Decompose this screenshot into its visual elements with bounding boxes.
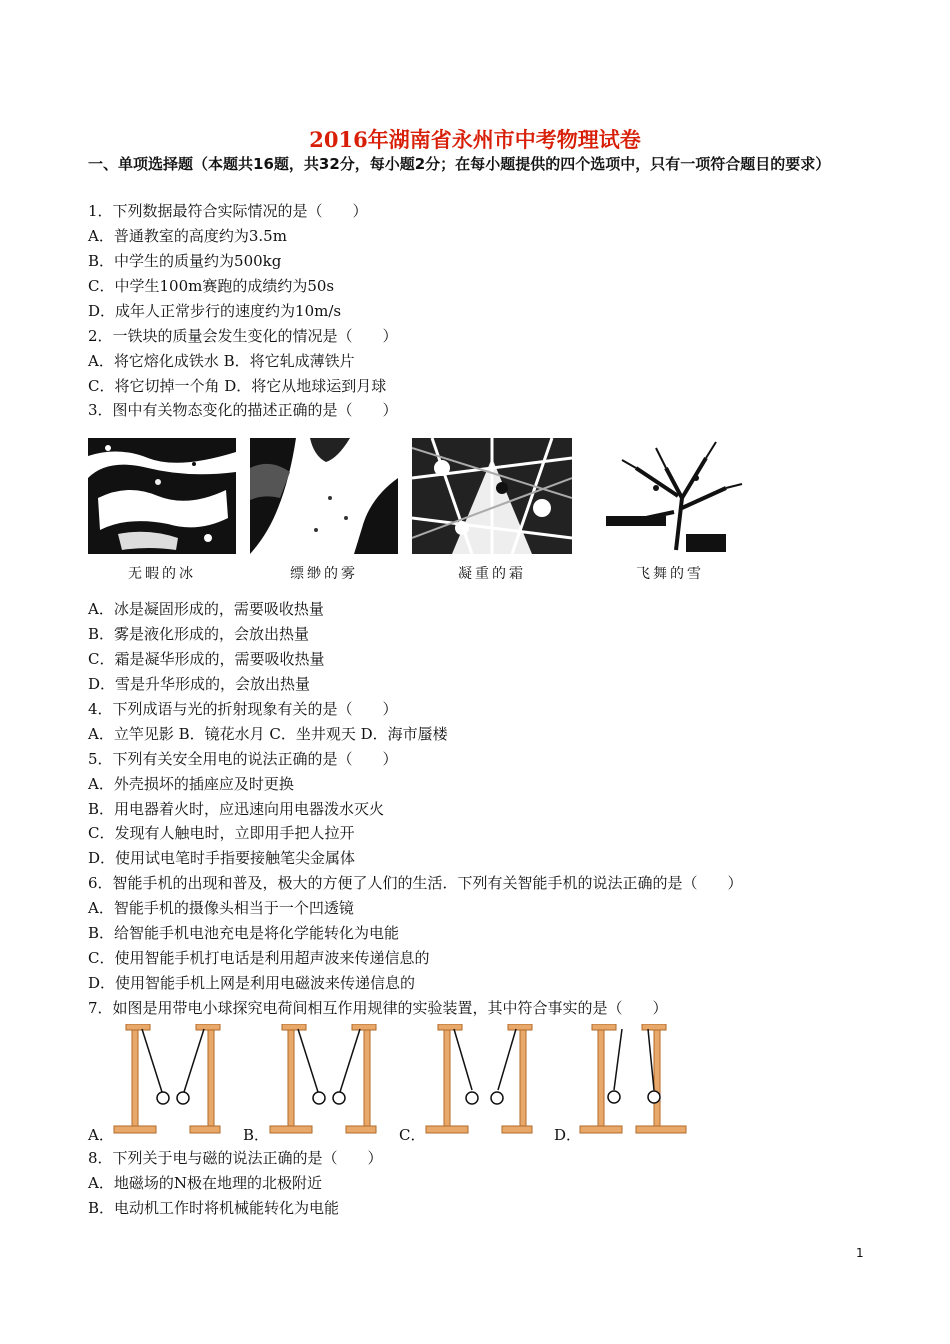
- caption-frost: 凝重的霜: [458, 566, 526, 582]
- q7-label-d: D．: [554, 1126, 582, 1144]
- q5-option-c: C．发现有人触电时，立即用手把人拉开: [88, 824, 355, 842]
- q1-stem: 1．下列数据最符合实际情况的是（ ）: [88, 202, 368, 220]
- page-number: 1: [856, 1246, 864, 1260]
- q7-label-b: B．: [243, 1126, 270, 1144]
- q2-options-cd: C．将它切掉一个角 D．将它从地球运到月球: [88, 377, 387, 395]
- exam-title: 2016年湖南省永州市中考物理试卷: [309, 127, 641, 152]
- q1-option-d: D．成年人正常步行的速度约为10m/s: [88, 302, 342, 320]
- q6-option-c: C．使用智能手机打电话是利用超声波来传递信息的: [88, 949, 430, 967]
- q3-option-a: A．冰是凝固形成的，需要吸收热量: [88, 600, 324, 618]
- q6-stem: 6．智能手机的出现和普及，极大的方便了人们的生活．下列有关智能手机的说法正确的是（ ）: [88, 874, 743, 892]
- apparatus-b: [268, 1024, 378, 1136]
- snow-picture: [596, 438, 744, 554]
- q5-option-a: A．外壳损坏的插座应及时更换: [88, 775, 294, 793]
- apparatus-c: [424, 1024, 534, 1136]
- q2-stem: 2．一铁块的质量会发生变化的情况是（ ）: [88, 327, 398, 345]
- q5-option-d: D．使用试电笔时手指要接触笔尖金属体: [88, 849, 356, 867]
- q7-stem: 7．如图是用带电小球探究电荷间相互作用规律的实验装置，其中符合事实的是（ ）: [88, 999, 668, 1017]
- q3-stem: 3．图中有关物态变化的描述正确的是（ ）: [88, 401, 398, 419]
- caption-snow: 飞舞的雪: [636, 566, 704, 582]
- q5-option-b: B．用电器着火时，应迅速向用电器泼水灭火: [88, 800, 385, 818]
- q8-option-b: B．电动机工作时将机械能转化为电能: [88, 1199, 340, 1217]
- apparatus-a: [112, 1024, 222, 1136]
- frost-picture: [412, 438, 572, 554]
- q7-label-c: C．: [399, 1126, 426, 1144]
- fog-picture: [250, 438, 398, 554]
- apparatus-d: [578, 1024, 688, 1136]
- q6-option-d: D．使用智能手机上网是利用电磁波来传递信息的: [88, 974, 416, 992]
- q3-option-d: D．雪是升华形成的，会放出热量: [88, 675, 311, 693]
- q1-option-b: B．中学生的质量约为500kg: [88, 252, 282, 270]
- ice-picture: [88, 438, 236, 554]
- q5-stem: 5．下列有关安全用电的说法正确的是（ ）: [88, 750, 398, 768]
- section-heading: 一、单项选择题（本题共16题，共32分，每小题2分；在每小题提供的四个选项中，只有一项符合题目的要求）: [88, 155, 831, 173]
- q2-options-ab: A．将它熔化成铁水 B．将它轧成薄铁片: [88, 352, 355, 370]
- q1-option-a: A．普通教室的高度约为3.5m: [88, 227, 287, 245]
- caption-ice: 无暇的冰: [128, 566, 196, 582]
- q3-option-c: C．霜是凝华形成的，需要吸收热量: [88, 650, 325, 668]
- caption-fog: 缥缈的雾: [290, 566, 358, 582]
- q4-stem: 4．下列成语与光的折射现象有关的是（ ）: [88, 700, 398, 718]
- q8-stem: 8．下列关于电与磁的说法正确的是（ ）: [88, 1149, 383, 1167]
- q6-option-a: A．智能手机的摄像头相当于一个凹透镜: [88, 899, 354, 917]
- q4-options: A．立竿见影 B．镜花水月 C．坐井观天 D．海市蜃楼: [88, 725, 448, 743]
- q7-label-a: A．: [88, 1126, 114, 1144]
- q3-option-b: B．雾是液化形成的，会放出热量: [88, 625, 310, 643]
- q8-option-a: A．地磁场的N极在地理的北极附近: [88, 1174, 322, 1192]
- q6-option-b: B．给智能手机电池充电是将化学能转化为电能: [88, 924, 400, 942]
- q1-option-c: C．中学生100m赛跑的成绩约为50s: [88, 277, 335, 295]
